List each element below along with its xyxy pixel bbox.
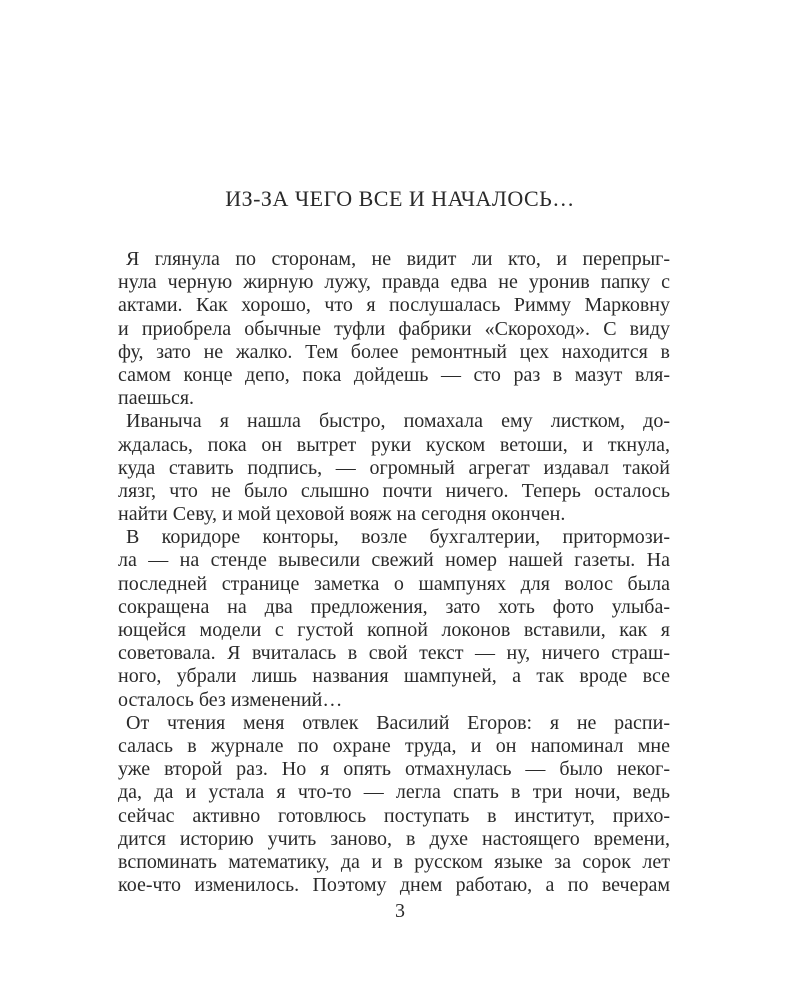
text-line: советовала. Я вчиталась в свой текст — ну, ничего страш- — [118, 642, 670, 665]
text-line: найти Севу, и мой цеховой вояж на сегодня окончен. — [118, 503, 566, 526]
text-line: фу, зато не жалко. Тем более ремонтный цех находится в — [118, 340, 670, 363]
text-line: самом конце депо, пока дойдешь — сто раз в мазут вля- — [118, 363, 670, 386]
text-line: дится историю учить заново, в духе настоящего времени, — [118, 827, 670, 850]
text-line: ного, убрали лишь названия шампуней, а так вроде все — [118, 665, 670, 688]
text-line: В коридоре конторы, возле бухгалтерии, притормози- — [126, 526, 670, 549]
body-text — [118, 248, 670, 897]
text-line: нула черную жирную лужу, правда едва не уронив папку с — [118, 271, 670, 294]
text-line: сокращена на два предложения, зато хоть фото улыба- — [118, 595, 670, 618]
text-line: и приобрела обычные туфли фабрики «Скороход». С виду — [118, 317, 670, 340]
text-line: кое-что изменилось. Поэтому днем работаю, а по вечерам — [118, 874, 670, 897]
text-line: уже второй раз. Но я опять отмахнулась — было неког- — [118, 758, 670, 781]
chapter-title: ИЗ-ЗА ЧЕГО ВСЕ И НАЧАЛОСЬ… — [225, 186, 575, 211]
text-line: паешься. — [118, 387, 195, 410]
text-line: куда ставить подпись, — огромный агрегат издавал такой — [118, 456, 670, 479]
text-line: сейчас активно готовлюсь поступать в институт, прихо- — [118, 804, 670, 827]
text-line: актами. Как хорошо, что я послушалась Римму Марковну — [118, 294, 670, 317]
text-line: последней странице заметка о шампунях для волос была — [118, 572, 670, 595]
text-line: ждалась, пока он вытрет руки куском ветоши, и ткнула, — [118, 433, 670, 456]
text-line: осталось без изменений… — [118, 688, 343, 711]
text-line: салась в журнале по охране труда, и он напоминал мне — [118, 734, 670, 757]
text-line: вспоминать математику, да и в русском языке за сорок лет — [118, 850, 670, 873]
text-line: ющейся модели с густой копной локонов вставили, как я — [118, 619, 670, 641]
page-number: 3 — [395, 900, 405, 922]
text-line: От чтения меня отвлек Василий Егоров: я не распи- — [126, 711, 670, 734]
text-line: лязг, что не было слышно почти ничего. Теперь осталось — [118, 479, 670, 502]
text-line: Иваныча я нашла быстро, помахала ему листком, до- — [126, 410, 670, 433]
text-line: да, да и устала я что-то — легла спать в три ночи, ведь — [118, 781, 670, 804]
text-line: ла — на стенде вывесили свежий номер нашей газеты. На — [118, 549, 670, 572]
text-line: Я глянула по сторонам, не видит ли кто, и перепрыг- — [126, 248, 670, 270]
